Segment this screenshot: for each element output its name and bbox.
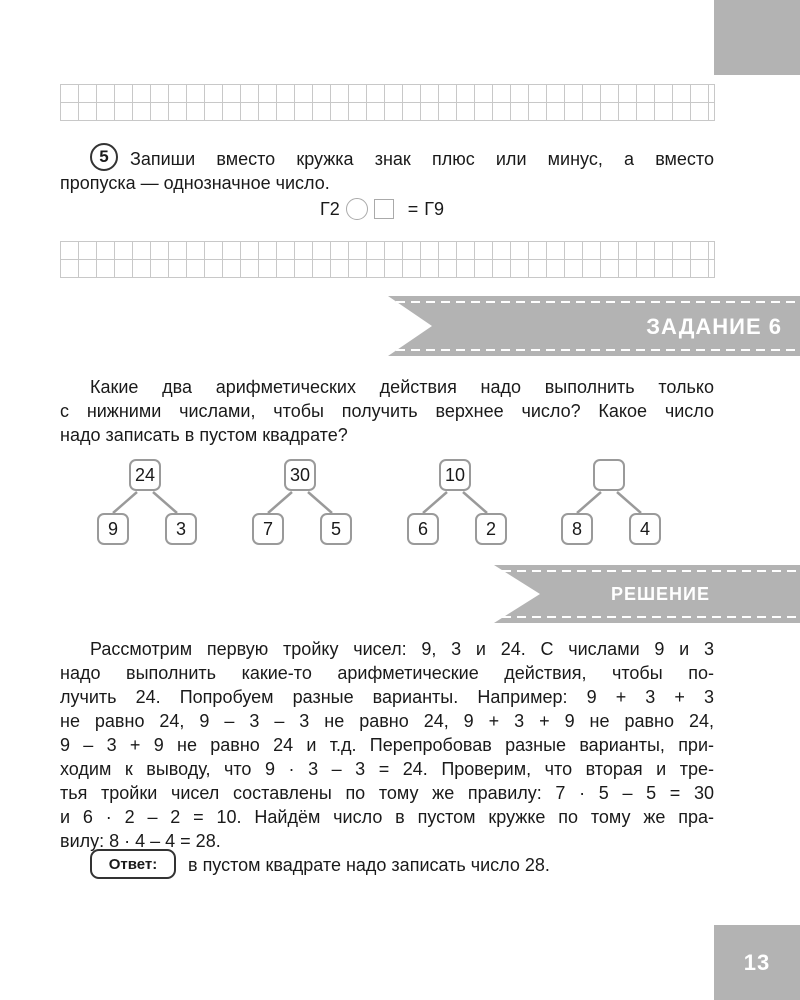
- tree-top-box: 30: [284, 459, 316, 491]
- tree-top-box: 10: [439, 459, 471, 491]
- solution-line-9: вилу: 8 · 4 – 4 = 28.: [60, 831, 221, 851]
- solution-line-7: тья тройки чисел составлены по тому же правилу: 7 · 5 – 5 = 30: [60, 783, 714, 803]
- solution-line-5: 9 – 3 + 9 не равно 24 и т.д. Перепробовав разные варианты, при-: [60, 735, 714, 755]
- tree-right-box: 4: [629, 513, 661, 545]
- solution-line-8: и 6 · 2 – 2 = 10. Найдём число в пустом кружке по тому же пра-: [60, 807, 714, 827]
- solution-line-3: лучить 24. Попробуем разные варианты. Например: 9 + 3 + 3: [60, 687, 714, 707]
- page-number: 13: [714, 925, 800, 1000]
- blank-circle[interactable]: [346, 198, 368, 220]
- solution-banner-title: РЕШЕНИЕ: [610, 584, 710, 604]
- blank-square[interactable]: [374, 199, 394, 219]
- task6-line3: надо записать в пустом квадрате?: [60, 425, 348, 445]
- tree-left-box: 8: [561, 513, 593, 545]
- task5-equation: [320, 198, 444, 220]
- corner-tab: [714, 0, 800, 75]
- task6-line2: с нижними числами, чтобы получить верхнее число? Какое число: [60, 401, 714, 421]
- equation-left: Г2: [320, 198, 340, 219]
- tree-top-box: 24: [129, 459, 161, 491]
- tree-right-box: 5: [320, 513, 352, 545]
- tree-left-box: 9: [97, 513, 129, 545]
- solution-line-2: надо выполнить какие-то арифметические действия, чтобы по-: [60, 663, 714, 683]
- tree-right-box: 3: [165, 513, 197, 545]
- task6-line1: Какие два арифметических действия надо выполнить только: [90, 377, 714, 397]
- equation-right: Г9: [424, 198, 445, 219]
- solution-line-4: не равно 24, 9 – 3 – 3 не равно 24, 9 + 3 + 9 не равно 24,: [60, 711, 714, 731]
- tree-left-box: 7: [252, 513, 284, 545]
- task6-banner-title: ЗАДАНИЕ 6: [646, 314, 782, 339]
- task5-text-line2: пропуска — однозначное число.: [60, 173, 330, 193]
- tree-top-box-empty[interactable]: [593, 459, 625, 491]
- solution-line-6: ходим к выводу, что 9 · 3 – 3 = 24. Проверим, что вторая и тре-: [60, 759, 714, 779]
- writing-grid-bottom: [60, 241, 715, 278]
- answer-label: Ответ:: [90, 849, 176, 879]
- solution-line-1: Рассмотрим первую тройку чисел: 9, 3 и 24. С числами 9 и 3: [90, 639, 714, 659]
- tree-right-box: 2: [475, 513, 507, 545]
- writing-grid-top: [60, 84, 715, 121]
- equation-equals: =: [407, 198, 419, 219]
- tree-left-box: 6: [407, 513, 439, 545]
- task-number-badge: 5: [90, 143, 118, 171]
- answer-text: в пустом квадрате надо записать число 28.: [188, 855, 550, 875]
- task5-text-line1: Запиши вместо кружка знак плюс или минус, а вместо: [130, 149, 714, 169]
